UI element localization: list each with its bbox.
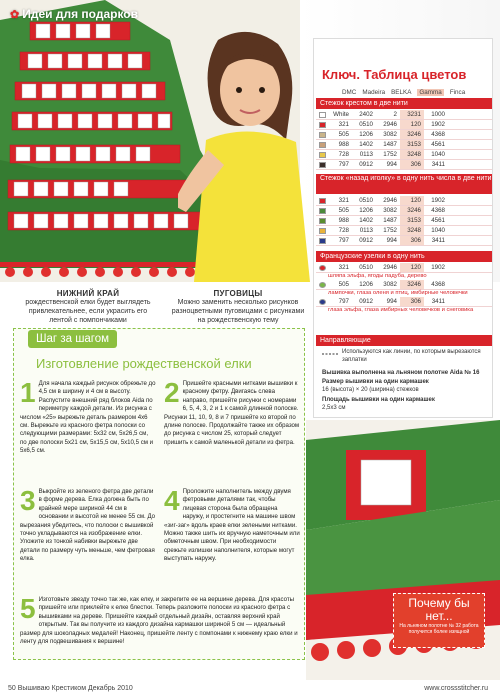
color-code-cell: 4368 (431, 131, 445, 138)
size-title: Размер вышивки на один кармашек (322, 379, 429, 385)
color-code-cell: 2946 (383, 264, 397, 271)
brand-belka: BELKA (391, 89, 412, 96)
color-code-cell: 3153 (400, 216, 424, 225)
color-code-cell: 1206 (359, 281, 373, 288)
color-code-cell: 0912 (359, 237, 373, 244)
color-code-cell: 3082 (383, 281, 397, 288)
dashed-line-icon (322, 351, 338, 357)
color-code-cell: 3082 (383, 131, 397, 138)
knot-swatch-icon (316, 263, 328, 272)
color-swatch-icon (316, 150, 328, 159)
color-row (316, 216, 492, 226)
size-block (322, 378, 487, 394)
step-5-number: 5 (20, 593, 36, 624)
color-swatch-icon (316, 120, 328, 129)
brand-dmc: DMC (342, 89, 357, 96)
color-code-cell: 306 (400, 160, 424, 169)
color-code-cell: 797 (338, 161, 349, 168)
section-french-knots: Французские узелки в одну нить (316, 251, 492, 262)
color-code-cell: 321 (338, 264, 349, 271)
color-code-cell: 1040 (431, 151, 445, 158)
color-code-cell: 0113 (359, 151, 373, 158)
knot-usage-note: лампочки, глаза оленя и птиц, имбирные человечки (328, 290, 468, 296)
color-code-cell: 321 (338, 121, 349, 128)
color-code-cell: 2402 (359, 111, 373, 118)
caption-right-text: Можно заменить несколько рисунков разноцветными пуговицами с рисунками на рождественскую тему (171, 299, 305, 324)
step-2-text: Пришейте красными нитками вышивки к красному фетру. Двигаясь слева направо, пришейте рисунки с номерами 6, 5, 4, 3, 2 и 1 к самой длинной полоске. Рисунки 11, 10, 9, 8 и 7 пришейте ко второй по длине полоске. Продолжайте также их образом до рисунка с числом 25, который следует пришить к самой маленькой детали из фетра. (164, 380, 300, 446)
color-row (316, 206, 492, 216)
color-code-cell: 306 (400, 297, 424, 306)
flower-icon: ✿ (10, 8, 20, 21)
color-code-cell: 120 (400, 196, 424, 205)
color-swatch-icon (316, 160, 328, 169)
caption-left-text: рождественской елки будет выглядеть привлекательнее, если украсить его лентой с помпончиками (25, 299, 151, 324)
color-swatch-icon (316, 196, 328, 205)
color-code-cell: 3248 (400, 226, 424, 235)
color-code-cell: 1752 (383, 227, 397, 234)
area-block (322, 396, 487, 412)
step-4-text: Проложите наполнитель между двумя фетровыми деталями так, чтобы лицевая сторона была обращена наружу, и простегните на машине швом «зиг-заг» вдоль краев елки зелеными нитками. Можно также шить их вручную наметочным или обметочным швом. При необходимости срежьте излишки наполнителя, которые могут выступать наружу. (164, 488, 300, 563)
color-code-cell: 321 (338, 197, 349, 204)
color-row (316, 297, 492, 307)
steps-tab-label: Шаг за шагом (28, 330, 117, 348)
color-code-cell: 4561 (431, 217, 445, 224)
fabric-note (322, 369, 487, 377)
color-row (316, 160, 492, 170)
fabric-title: Вышивка выполнена на льняном полотне Aida № 16 (322, 370, 480, 376)
color-row (316, 150, 492, 160)
color-code-cell: 3411 (431, 161, 445, 168)
why-not-title: Почему бы нет... (408, 596, 470, 623)
color-swatch-icon (316, 140, 328, 149)
knot-usage-note: шляпа эльфа, ягоды падуба, дерево (328, 273, 427, 279)
knot-swatch-icon (316, 280, 328, 289)
color-code-cell: 988 (338, 141, 349, 148)
why-not-box (393, 593, 485, 648)
color-code-cell: 3246 (400, 280, 424, 289)
backstitch-rows (316, 196, 492, 246)
color-row (316, 226, 492, 236)
color-code-cell: 306 (400, 236, 424, 245)
color-code-cell: 2946 (383, 121, 397, 128)
color-swatch-icon (316, 236, 328, 245)
color-code-cell: 4368 (431, 207, 445, 214)
color-swatch-icon (316, 130, 328, 139)
color-code-cell: 3248 (400, 150, 424, 159)
color-code-cell: 1902 (431, 121, 445, 128)
color-code-cell: 1206 (359, 131, 373, 138)
color-code-cell: 4368 (431, 281, 445, 288)
color-code-cell: 728 (338, 151, 349, 158)
color-swatch-icon (316, 110, 328, 119)
brand-header-row (342, 89, 465, 96)
color-code-cell: 3246 (400, 206, 424, 215)
step-2 (164, 377, 300, 447)
section-backstitch: Стежок «назад иголку» в одну нить числа в две нити (316, 174, 492, 194)
caption-right-title: ПУГОВИЦЫ (213, 289, 263, 298)
section-tag (10, 7, 138, 21)
color-code-cell: 797 (338, 237, 349, 244)
girl-image (178, 30, 318, 282)
step-1 (20, 377, 156, 456)
color-swatch-icon (316, 226, 328, 235)
color-row (316, 263, 492, 273)
knot-usage-note: глаза эльфа, глаза имбирных человечков и снеговика (328, 307, 474, 313)
size-value: 16 (высота) × 20 (ширина) стежков (322, 387, 419, 393)
section-tag-label: Идеи для подарков (22, 7, 139, 21)
color-code-cell: 1000 (431, 111, 445, 118)
area-title: Площадь вышивки на один кармашек (322, 397, 435, 403)
color-code-cell: 994 (386, 237, 397, 244)
color-code-cell: 994 (386, 161, 397, 168)
key-title: Ключ. Таблица цветов (322, 67, 467, 82)
color-code-cell: 994 (386, 298, 397, 305)
color-code-cell: 1040 (431, 227, 445, 234)
color-swatch-icon (316, 206, 328, 215)
color-code-cell: White (333, 111, 349, 118)
color-code-cell: 988 (338, 217, 349, 224)
color-code-cell: 2946 (383, 197, 397, 204)
color-code-cell: 1902 (431, 197, 445, 204)
color-swatch-icon (316, 216, 328, 225)
step-4 (164, 485, 300, 564)
step-1-text: Для начала каждый рисунок обрежьте до 4,5 см в ширину и 4 см в высоту. Распустите внешний ряд блоков Aida по периметру каждой детали. Из рисунка с числом «25» вырежьте деталь размером 4х6 см. Вырежьте из красного фетра полоски со следующими размерами: 5х32 см, 5х26,5 см, по две полоски 5х21 см, 5х15,5 см, 5х10,5 см и 5х6,5 см. (20, 380, 156, 455)
color-code-cell: 1206 (359, 207, 373, 214)
color-key-table (313, 38, 493, 418)
step-5-text: Изготовьте звезду точно так же, как елку, и закрепите ее на вершине дерева. Для красоты пришейте или приклейте к елке блестки. Теперь разложите полоски из красного фетра с вышивками на дереве. Пришейте каждый отдельный дизайн, оставляя верхний край открытым. Так вы получите из каждого дизайна кармашки шириной 5 см — идеальный размер для шоколадных медалей! Наконец, пришейте ленту с помпонами к нижнему краю елки и ленту для подвешивания к вершине! (20, 596, 298, 646)
color-code-cell: 1487 (383, 141, 397, 148)
steps-heading: Изготовление рождественской елки (36, 356, 252, 371)
step-2-number: 2 (164, 377, 180, 408)
color-code-cell: 120 (400, 120, 424, 129)
brand-finca: Finca (449, 89, 466, 96)
color-code-cell: 0912 (359, 298, 373, 305)
footer-issue: 50 Вышиваю Крестиком Декабрь 2010 (8, 685, 133, 692)
direction-note: Используются как линии, по которым вырезаются заплатки (342, 349, 481, 363)
french-knot-rows (316, 263, 492, 314)
color-code-cell: 1402 (359, 217, 373, 224)
why-not-text: На льняном полотне № 32 работа получится более изящной (399, 623, 479, 635)
caption-left-title: НИЖНИЙ КРАЙ (56, 289, 120, 298)
color-code-cell: 120 (400, 263, 424, 272)
color-code-cell: 0912 (359, 161, 373, 168)
color-code-cell: 4561 (431, 141, 445, 148)
color-code-cell: 1902 (431, 264, 445, 271)
color-code-cell: 0510 (359, 121, 373, 128)
color-code-cell: 728 (338, 227, 349, 234)
step-5 (20, 593, 302, 646)
color-code-cell: 0510 (359, 264, 373, 271)
color-code-cell: 505 (338, 281, 349, 288)
step-4-number: 4 (164, 485, 180, 516)
section-cross-stitch: Стежок крестом в две нити (316, 98, 492, 109)
caption-buttons (168, 289, 308, 325)
area-value: 2,5х3 см (322, 405, 346, 411)
color-code-cell: 0510 (359, 197, 373, 204)
color-code-cell: 505 (338, 207, 349, 214)
color-code-cell: 1402 (359, 141, 373, 148)
color-code-cell: 1487 (383, 217, 397, 224)
color-row (316, 196, 492, 206)
color-row (316, 110, 492, 120)
step-3-number: 3 (20, 485, 36, 516)
color-code-cell: 505 (338, 131, 349, 138)
color-row (316, 130, 492, 140)
color-row (316, 236, 492, 246)
step-3 (20, 485, 156, 564)
section-direction: Направляющие (316, 335, 492, 346)
step-1-number: 1 (20, 377, 36, 408)
caption-bottom-edge (18, 289, 158, 325)
color-code-cell: 0113 (359, 227, 373, 234)
color-code-cell: 3082 (383, 207, 397, 214)
color-code-cell: 3411 (431, 237, 445, 244)
color-row (316, 140, 492, 150)
step-3-text: Выкройте из зеленого фетра две детали в форме дерева. Елка должна быть по крайней мере шириной 44 см в основании и высотой не менее 55 см. До вырезания убедитесь, что полоски с вышивкой точно укладываются на изображение елки. Уложите из тонкой набивки вырежьте две детали по размеру чуть меньше, чем фетровая елка. (20, 488, 156, 563)
color-code-cell: 2 (393, 111, 397, 118)
color-code-cell: 797 (338, 298, 349, 305)
brand-madeira: Madeira (362, 89, 386, 96)
color-code-cell: 3246 (400, 130, 424, 139)
brand-gamma: Gamma (419, 89, 442, 96)
knot-swatch-icon (316, 297, 328, 306)
cross-stitch-rows (316, 110, 492, 170)
color-code-cell: 1752 (383, 151, 397, 158)
color-code-cell: 3231 (400, 110, 424, 119)
color-code-cell: 3153 (400, 140, 424, 149)
color-row (316, 120, 492, 130)
footer-website[interactable]: www.crossstitcher.ru (424, 685, 488, 692)
color-code-cell: 3411 (431, 298, 445, 305)
page-footer (0, 680, 500, 700)
color-row (316, 280, 492, 290)
